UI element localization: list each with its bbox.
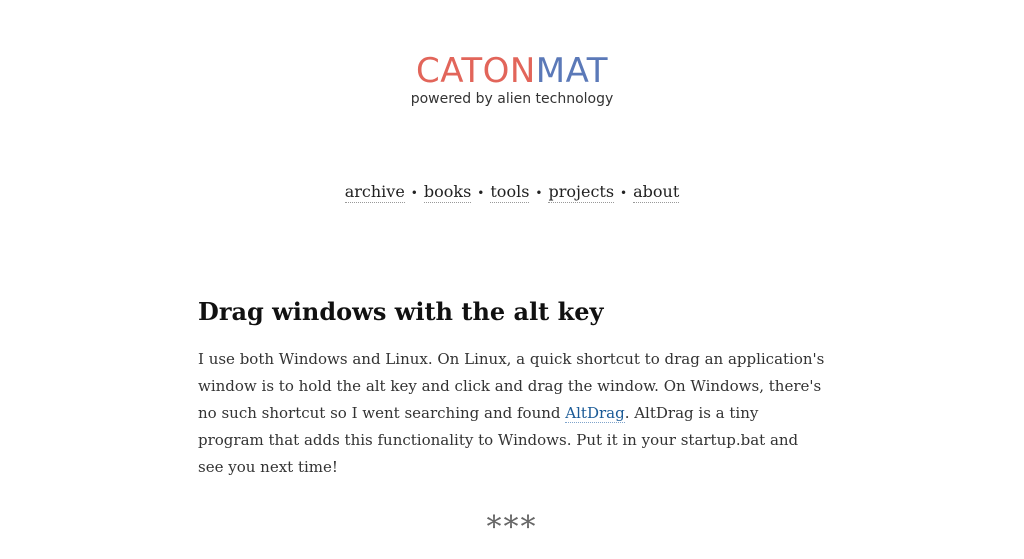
post-title[interactable]: Drag windows with the alt key [198, 297, 604, 326]
nav-separator: • [410, 186, 418, 200]
nav-archive-link[interactable]: archive [344, 182, 405, 201]
logo-title-part-a: CATON [415, 51, 536, 91]
nav-about-link[interactable]: about [633, 182, 680, 201]
nav-tools-link[interactable]: tools [490, 182, 530, 201]
nav-separator: • [477, 186, 485, 200]
post-body [198, 346, 828, 481]
logo-tagline: powered by alien technology [410, 91, 614, 107]
altdrag-link[interactable]: AltDrag [565, 404, 625, 422]
post-body-text-end: . AltDrag is a tiny program that adds this functionality to Windows. Put it in your startup.bat and see you next time! [198, 404, 799, 476]
logo-title-part-b: MAT [535, 51, 609, 91]
nav-separator: • [535, 186, 543, 200]
site-logo[interactable] [0, 52, 1024, 108]
main-nav [0, 180, 1024, 205]
nav-projects-link[interactable]: projects [548, 182, 615, 201]
nav-books-link[interactable]: books [423, 182, 472, 201]
post-divider: *** [486, 510, 538, 545]
post-body-text-start: I use both Windows and Linux. On Linux, a quick shortcut to drag an application's window is to hold the alt key and click and drag the window. On Windows, there's no such shortcut so I went searching and found [198, 350, 825, 422]
post-article [198, 296, 828, 481]
logo-title[interactable] [416, 52, 608, 90]
nav-separator: • [620, 186, 628, 200]
